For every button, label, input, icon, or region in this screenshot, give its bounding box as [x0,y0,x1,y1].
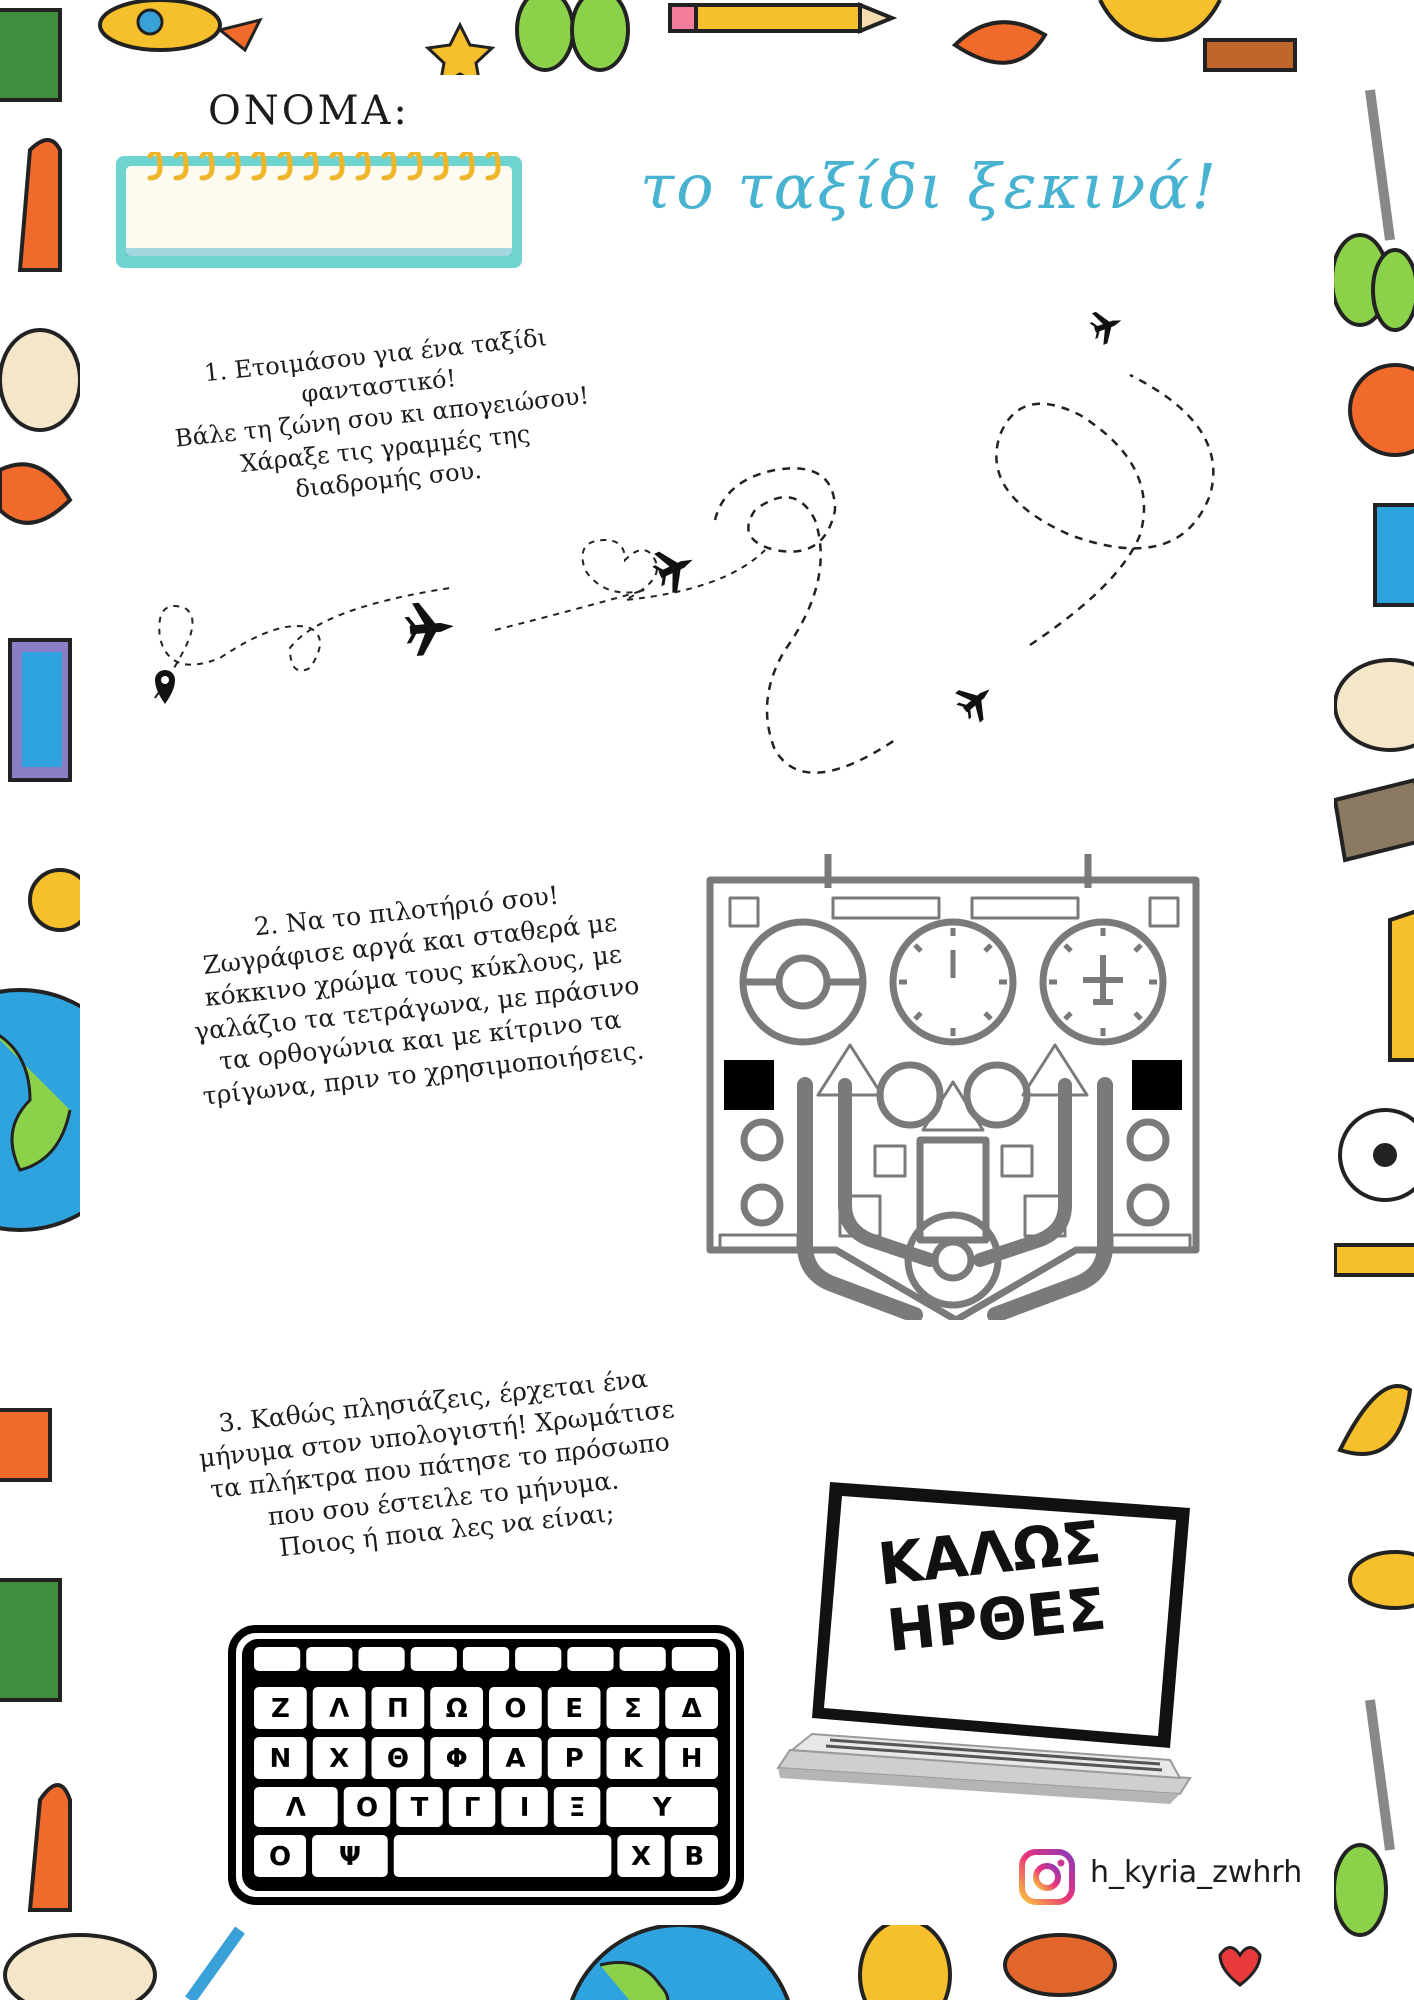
paintbrush-doodle [190,1930,240,2000]
keyboard-key-label: Ρ [564,1744,584,1774]
keyboard-key-label: Χ [631,1842,652,1872]
cockpit-square-filled [1132,1060,1182,1110]
rocket-doodle-right [1350,1552,1414,1608]
letter-block-doodle [1375,505,1414,605]
shopping-bag-doodle [20,140,60,270]
keyboard-key-label: Ν [269,1744,292,1774]
cockpit-triangle [1023,1045,1087,1095]
keyboard-key-label: Η [680,1744,703,1774]
scissors-doodle-right [1332,90,1414,330]
keyboard-key[interactable] [620,1647,666,1671]
cockpit-square-filled [724,1060,774,1110]
keyboard-key[interactable] [411,1647,457,1671]
cockpit-circle [779,958,827,1006]
keyboard-key-label: Κ [622,1744,643,1774]
cockpit-square [1002,1146,1032,1176]
globe-doodle-bottom [565,1925,795,2000]
heart-doodle [1220,1948,1260,1986]
keyboard-key-label: Π [386,1694,409,1724]
cockpit-frame [710,880,1196,1320]
scissors-doodle-top [517,0,628,70]
instagram-icon [1018,1848,1076,1906]
leaf-doodle-right [1340,1386,1410,1454]
keyboard-key-label: Λ [285,1793,306,1823]
task-3-instructions: 3. Καθώς πλησιάζεις, έρχεται ένα μήνυμα στον υπολογιστή! Χρωμάτισε τα πλήκτρα που πάτησε το πρόσωπο που σου έστειλε το μήνυμα. Ποιος ή ποια λες να είναι; [197,1363,676,1563]
keyboard-key-label: Τ [410,1793,429,1823]
pencil-doodle-right [1335,1245,1414,1275]
rocket-doodle [100,0,260,50]
airplane-icon-2 [648,540,702,596]
cockpit-rectangle [972,898,1078,918]
laptop-screen-message [862,1507,1125,1666]
cockpit-circle [935,1242,971,1278]
keyboard-key[interactable] [358,1647,404,1671]
location-pin-icon [155,670,175,704]
task-2-instructions: 2. Να το πιλοτήριό σου! Ζωγράφισε αργά και σταθερά με κόκκινο χρώμα τους κύκλους, με γαλάζιο τα τετράγωνα, με πράσινο τα ορθογώνια και με κίτρινο τα τρίγωνα, πριν το χρησιμοποιήσεις. [192,880,646,1111]
dashed-path-2 [495,540,765,630]
task-1-instructions: 1. Ετοιμάσου για ένα ταξίδι φανταστικό! Βάλε τη ζώνη σου κι απογειώσου! Χάραξε τις γραμμές της διαδρομής σου. [173,323,591,504]
keyboard-key-label: Σ [623,1694,642,1724]
keyboard-key-label: Ο [355,1793,379,1823]
grad-cap-doodle [1335,780,1414,860]
cockpit-square [730,898,758,926]
keyboard-key-label: Α [505,1744,526,1774]
trophy-doodle [1100,0,1295,70]
keyboard-key[interactable] [672,1647,718,1671]
keyboard-key[interactable] [306,1647,352,1671]
basketball-doodle [1350,365,1414,455]
cockpit-panel-coloring [700,850,1210,1320]
airplane-icon-4 [1087,305,1127,347]
screen-line-2: ΗΡΘΕΣ [883,1574,1110,1665]
author-handle: h_kyria_zwhrh [1090,1855,1303,1890]
keyboard-key-label: Υ [652,1793,672,1823]
cockpit-rectangle [833,898,939,918]
leaf-doodle-top [955,22,1045,63]
palette-doodle-left [0,330,80,430]
palette-doodle-right [1335,660,1414,750]
keyboard-key[interactable] [515,1647,561,1671]
cockpit-circle [744,1122,780,1158]
dashed-path-1 [155,588,450,698]
cockpit-square [875,1146,905,1176]
keyboard-key-label: Γ [463,1793,481,1823]
rocket-doodle-bottom [860,1920,950,2000]
keyboard-key-label: Ο [268,1842,292,1872]
keyboard-key-label: Λ [329,1694,350,1724]
cockpit-circle [744,1187,780,1223]
book-doodle-left [0,1410,50,1480]
airplane-icon-3 [950,675,1002,727]
football-doodle [1005,1935,1115,1995]
keyboard-key-label: Ω [445,1694,468,1724]
flight-route-tracing [130,300,1250,780]
leaf-doodle-left [0,464,70,523]
keyboard-key[interactable] [463,1647,509,1671]
keyboard-coloring [228,1625,744,1905]
pencil-doodle [670,5,892,31]
keyboard-key[interactable] [394,1835,612,1877]
keyboard-key[interactable] [254,1647,300,1671]
keyboard-key-label: Ο [504,1694,527,1724]
page-title: το ταξίδι ξεκινά! [640,150,1219,223]
dashed-path-4 [996,375,1213,645]
keyboard-key-label: Ξ [568,1793,586,1823]
cockpit-dial [893,922,1013,1042]
keyboard-key-label: Ε [565,1694,584,1724]
keyboard-key-label: Ψ [338,1842,361,1872]
cockpit-circle [967,1065,1027,1125]
keyboard-key-label: Ι [519,1793,530,1823]
cockpit-circle [1130,1187,1166,1223]
bag-doodle-left [30,1785,70,1910]
keyboard-key-label: Β [684,1842,705,1872]
keyboard-key-label: Θ [386,1744,409,1774]
keyboard-key-label: Δ [681,1694,702,1724]
cheese-doodle [1390,910,1414,1060]
scissors-doodle-bottom-right [1334,1700,1390,1935]
cockpit-circle [880,1065,940,1125]
screen-line-1: ΚΑΛΩΣ [874,1507,1105,1599]
cockpit-triangle [923,1082,983,1130]
keyboard-key-label: Φ [445,1744,468,1774]
airplane-icon-1 [403,600,456,657]
dashed-path-3 [715,468,895,772]
chalkboard-doodle [0,10,60,100]
keyboard-key-label: Χ [329,1744,350,1774]
name-label: ΟΝΟΜΑ: [208,88,410,134]
keyboard-key[interactable] [567,1647,613,1671]
cockpit-circle [1130,1122,1166,1158]
keyboard-key-label: Z [270,1694,290,1724]
palette-doodle-bottom [5,1935,155,2000]
chalkboard-doodle-left [0,1580,60,1700]
name-field[interactable] [132,178,508,256]
cockpit-square [1150,898,1178,926]
